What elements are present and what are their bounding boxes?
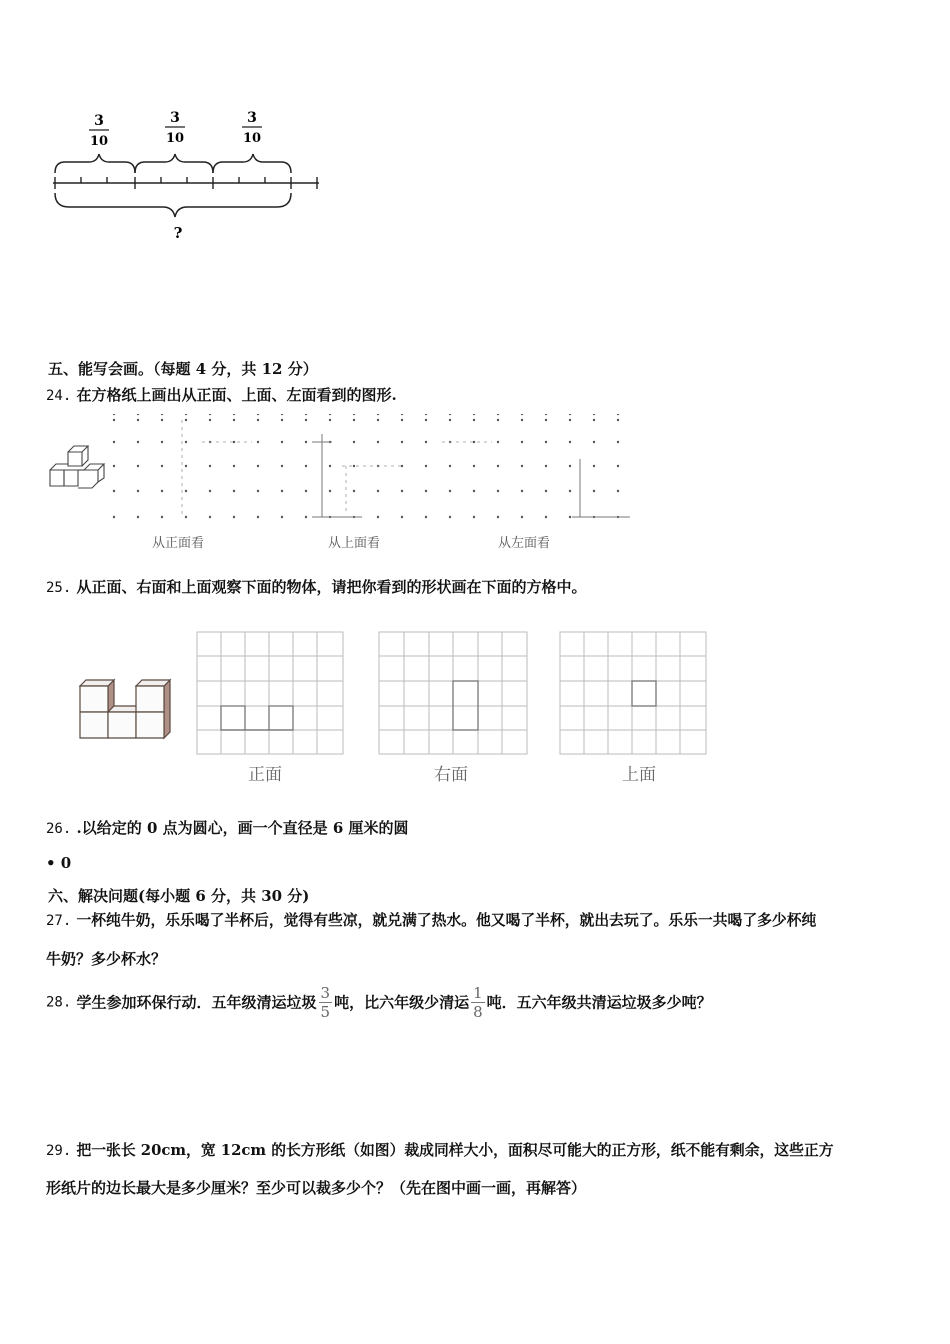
section5-heading <box>48 359 318 379</box>
q29-line1 <box>46 1141 834 1161</box>
section5-heading-text: 五、能写会画。（每题 4 分，共 12 分） <box>48 360 318 378</box>
q24-label-top: 从上面看 <box>328 536 381 551</box>
top-brace-2 <box>135 154 213 173</box>
q24-label-left: 从左面看 <box>498 536 551 551</box>
q28-frac2-den: 8 <box>473 1003 483 1021</box>
q25-text: 从正面、右面和上面观察下面的物体，请把你看到的形状画在下面的方格中。 <box>76 578 587 596</box>
q25-label-right: 右面 <box>434 765 468 785</box>
q25-label-top: 上面 <box>622 765 656 785</box>
q24-number: 24. <box>46 388 72 404</box>
q26-text: .以给定的 0 点为圆心，画一个直径是 6 厘米的圆 <box>76 819 409 837</box>
q28-frac1-num: 3 <box>320 984 331 1002</box>
fraction-label-1 <box>89 113 109 149</box>
q26-prompt <box>46 818 409 839</box>
q24-cube-figure <box>48 442 106 490</box>
q24-dot-grid <box>112 414 632 524</box>
q28-fraction-2 <box>471 984 485 1021</box>
q25-grid-front <box>196 631 344 755</box>
q28-part1: 学生参加环保行动．五年级清运垃圾 <box>76 993 317 1012</box>
fraction-1-num: 3 <box>94 113 104 129</box>
q28-number: 28. <box>46 994 72 1011</box>
q28-part3: 吨．五六年级共清运垃圾多少吨？ <box>486 993 712 1012</box>
fraction-3-den: 10 <box>242 131 262 146</box>
fraction-label-3 <box>242 110 262 146</box>
q25-grid-top <box>559 631 707 755</box>
q29-line2: 形纸片的边长最大是多少厘米？至少可以裁多少个？（先在图中画一画，再解答） <box>46 1179 587 1197</box>
q28-prompt <box>46 984 712 1021</box>
bottom-brace <box>55 193 291 217</box>
section6-heading <box>48 886 309 906</box>
q25-prompt <box>46 577 587 598</box>
q27-line2: 牛奶？多少杯水？ <box>46 950 167 968</box>
fraction-2-num: 3 <box>170 110 180 126</box>
q29-number: 29. <box>46 1143 72 1159</box>
q24-label-front: 从正面看 <box>152 536 205 551</box>
q24-prompt <box>46 385 397 406</box>
unknown-question-mark: ? <box>173 224 183 242</box>
q29-text-line1: 把一张长 20cm，宽 12cm 的长方形纸（如图）裁成同样大小，面积尽可能大的正方形，纸不能有剩余，这些正方 <box>76 1142 834 1159</box>
q25-label-front: 正面 <box>248 765 282 785</box>
q25-grid-right <box>378 631 528 755</box>
q27-text-line1: 一杯纯牛奶，乐乐喝了半杯后，觉得有些凉，就兑满了热水。他又喝了半杯，就出去玩了。乐乐一共喝了多少杯纯 <box>76 912 817 929</box>
q25-number: 25. <box>46 580 72 596</box>
q27-number: 27. <box>46 913 72 929</box>
top-brace-3 <box>213 154 291 173</box>
fraction-1-den: 10 <box>89 134 109 149</box>
q25-object-figure <box>76 676 172 742</box>
q24-text: 在方格纸上画出从正面、上面、左面看到的图形. <box>76 386 397 404</box>
q28-part2: 吨，比六年级少清运 <box>334 993 470 1012</box>
number-line-figure <box>45 105 335 255</box>
q26-number: 26. <box>46 821 72 837</box>
fraction-3-num: 3 <box>247 110 257 126</box>
q28-fraction-1 <box>319 984 333 1021</box>
fraction-label-2 <box>165 110 185 146</box>
fraction-2-den: 10 <box>165 131 185 146</box>
q26-center-point: • 0 <box>46 854 72 872</box>
q27-line1 <box>46 911 816 931</box>
q28-frac1-den: 5 <box>320 1003 331 1021</box>
section6-heading-text: 六、解决问题(每小题 6 分，共 30 分) <box>48 887 310 905</box>
q28-frac2-num: 1 <box>473 984 483 1002</box>
top-brace-1 <box>55 154 135 173</box>
